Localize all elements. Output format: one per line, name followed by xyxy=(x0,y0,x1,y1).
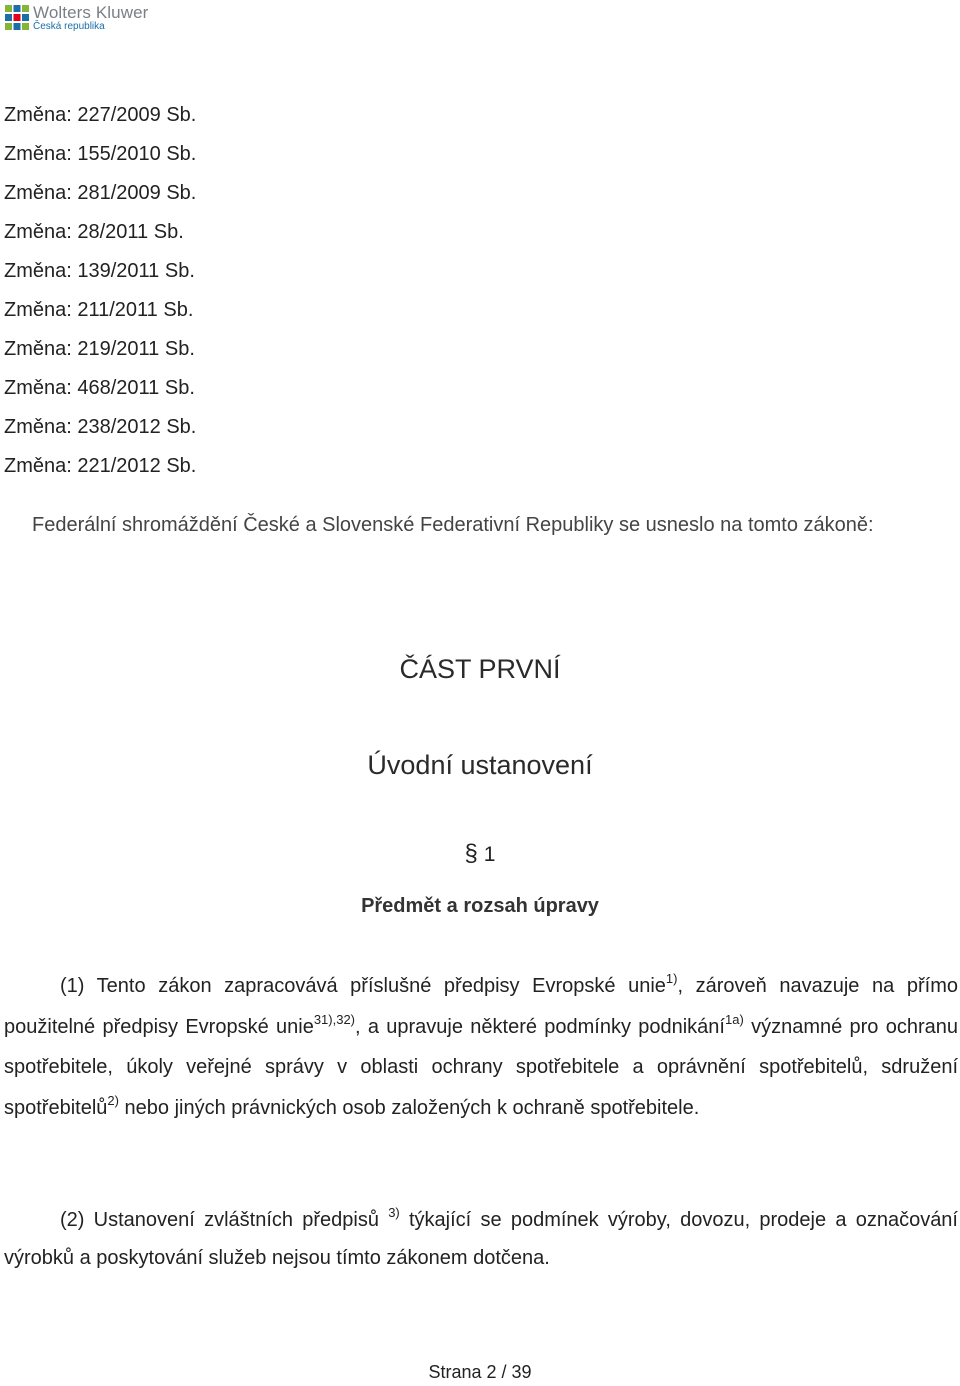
amendment-item: Změna: 211/2011 Sb. xyxy=(4,299,194,321)
publisher-logo xyxy=(4,4,148,32)
section-title: Předmět a rozsah úpravy xyxy=(361,895,599,917)
amendment-item: Změna: 227/2009 Sb. xyxy=(4,104,197,126)
amendment-item: Změna: 281/2009 Sb. xyxy=(4,182,197,204)
amendment-item: Změna: 219/2011 Sb. xyxy=(4,338,195,360)
section-sign: § xyxy=(464,840,478,867)
amendment-item: Změna: 468/2011 Sb. xyxy=(4,377,195,399)
enacting-clause: Federální shromáždění České a Slovenské Federativní Republiky se usneslo na tomto zákoně: xyxy=(32,514,874,536)
amendment-item: Změna: 28/2011 Sb. xyxy=(4,221,184,243)
paragraph-1 xyxy=(4,966,958,1128)
brand-name: Wolters Kluwer xyxy=(33,3,149,22)
footnote-ref[interactable]: 1) xyxy=(665,971,678,986)
section-number xyxy=(0,840,960,868)
amendment-item: Změna: 155/2010 Sb. xyxy=(4,143,197,165)
footnote-ref[interactable]: 31),32) xyxy=(313,1011,356,1027)
section-number-value: 1 xyxy=(483,843,496,866)
footnote-ref[interactable]: 3) xyxy=(388,1205,400,1220)
paragraph-text: významné pro ochranu spotřebitele, úkoly veřejné správy v oblasti ochrany spotřebitele a oprávnění spotřebitelů, sdružení spotřebitelů xyxy=(4,1015,958,1119)
paragraph-text: , a upravuje některé podmínky podnikání xyxy=(355,1015,725,1038)
paragraph-text: (2) Ustanovení zvláštních předpisů xyxy=(60,1209,389,1231)
footnote-ref[interactable]: 2) xyxy=(107,1092,119,1108)
page-number: Strana 2 / 39 xyxy=(428,1362,532,1382)
amendment-item: Změna: 221/2012 Sb. xyxy=(4,455,197,477)
part-title: ČÁST PRVNÍ xyxy=(399,654,561,684)
chapter-title: Úvodní ustanovení xyxy=(367,750,593,780)
amendment-item: Změna: 139/2011 Sb. xyxy=(4,260,195,282)
paragraph-text: , zároveň navazuje na přímo použitelné předpisy Evropské unie xyxy=(4,975,958,1038)
brand-subtitle: Česká republika xyxy=(33,21,105,32)
paragraph-text: nebo jiných právnických osob založených k ochraně spotřebitele. xyxy=(118,1096,700,1119)
wolters-kluwer-logo-icon xyxy=(4,4,30,32)
amendment-item: Změna: 238/2012 Sb. xyxy=(4,416,197,438)
footnote-ref[interactable]: 1a) xyxy=(725,1011,744,1027)
amendment-list xyxy=(4,100,196,490)
paragraph-2 xyxy=(4,1201,958,1277)
paragraph-text: týkající se podmínek výroby, dovozu, prodeje a označování výrobků a poskytování služeb nejsou tímto zákonem dotčena. xyxy=(4,1209,958,1269)
paragraph-text: (1) Tento zákon zapracovává příslušné předpisy Evropské unie xyxy=(60,975,666,997)
